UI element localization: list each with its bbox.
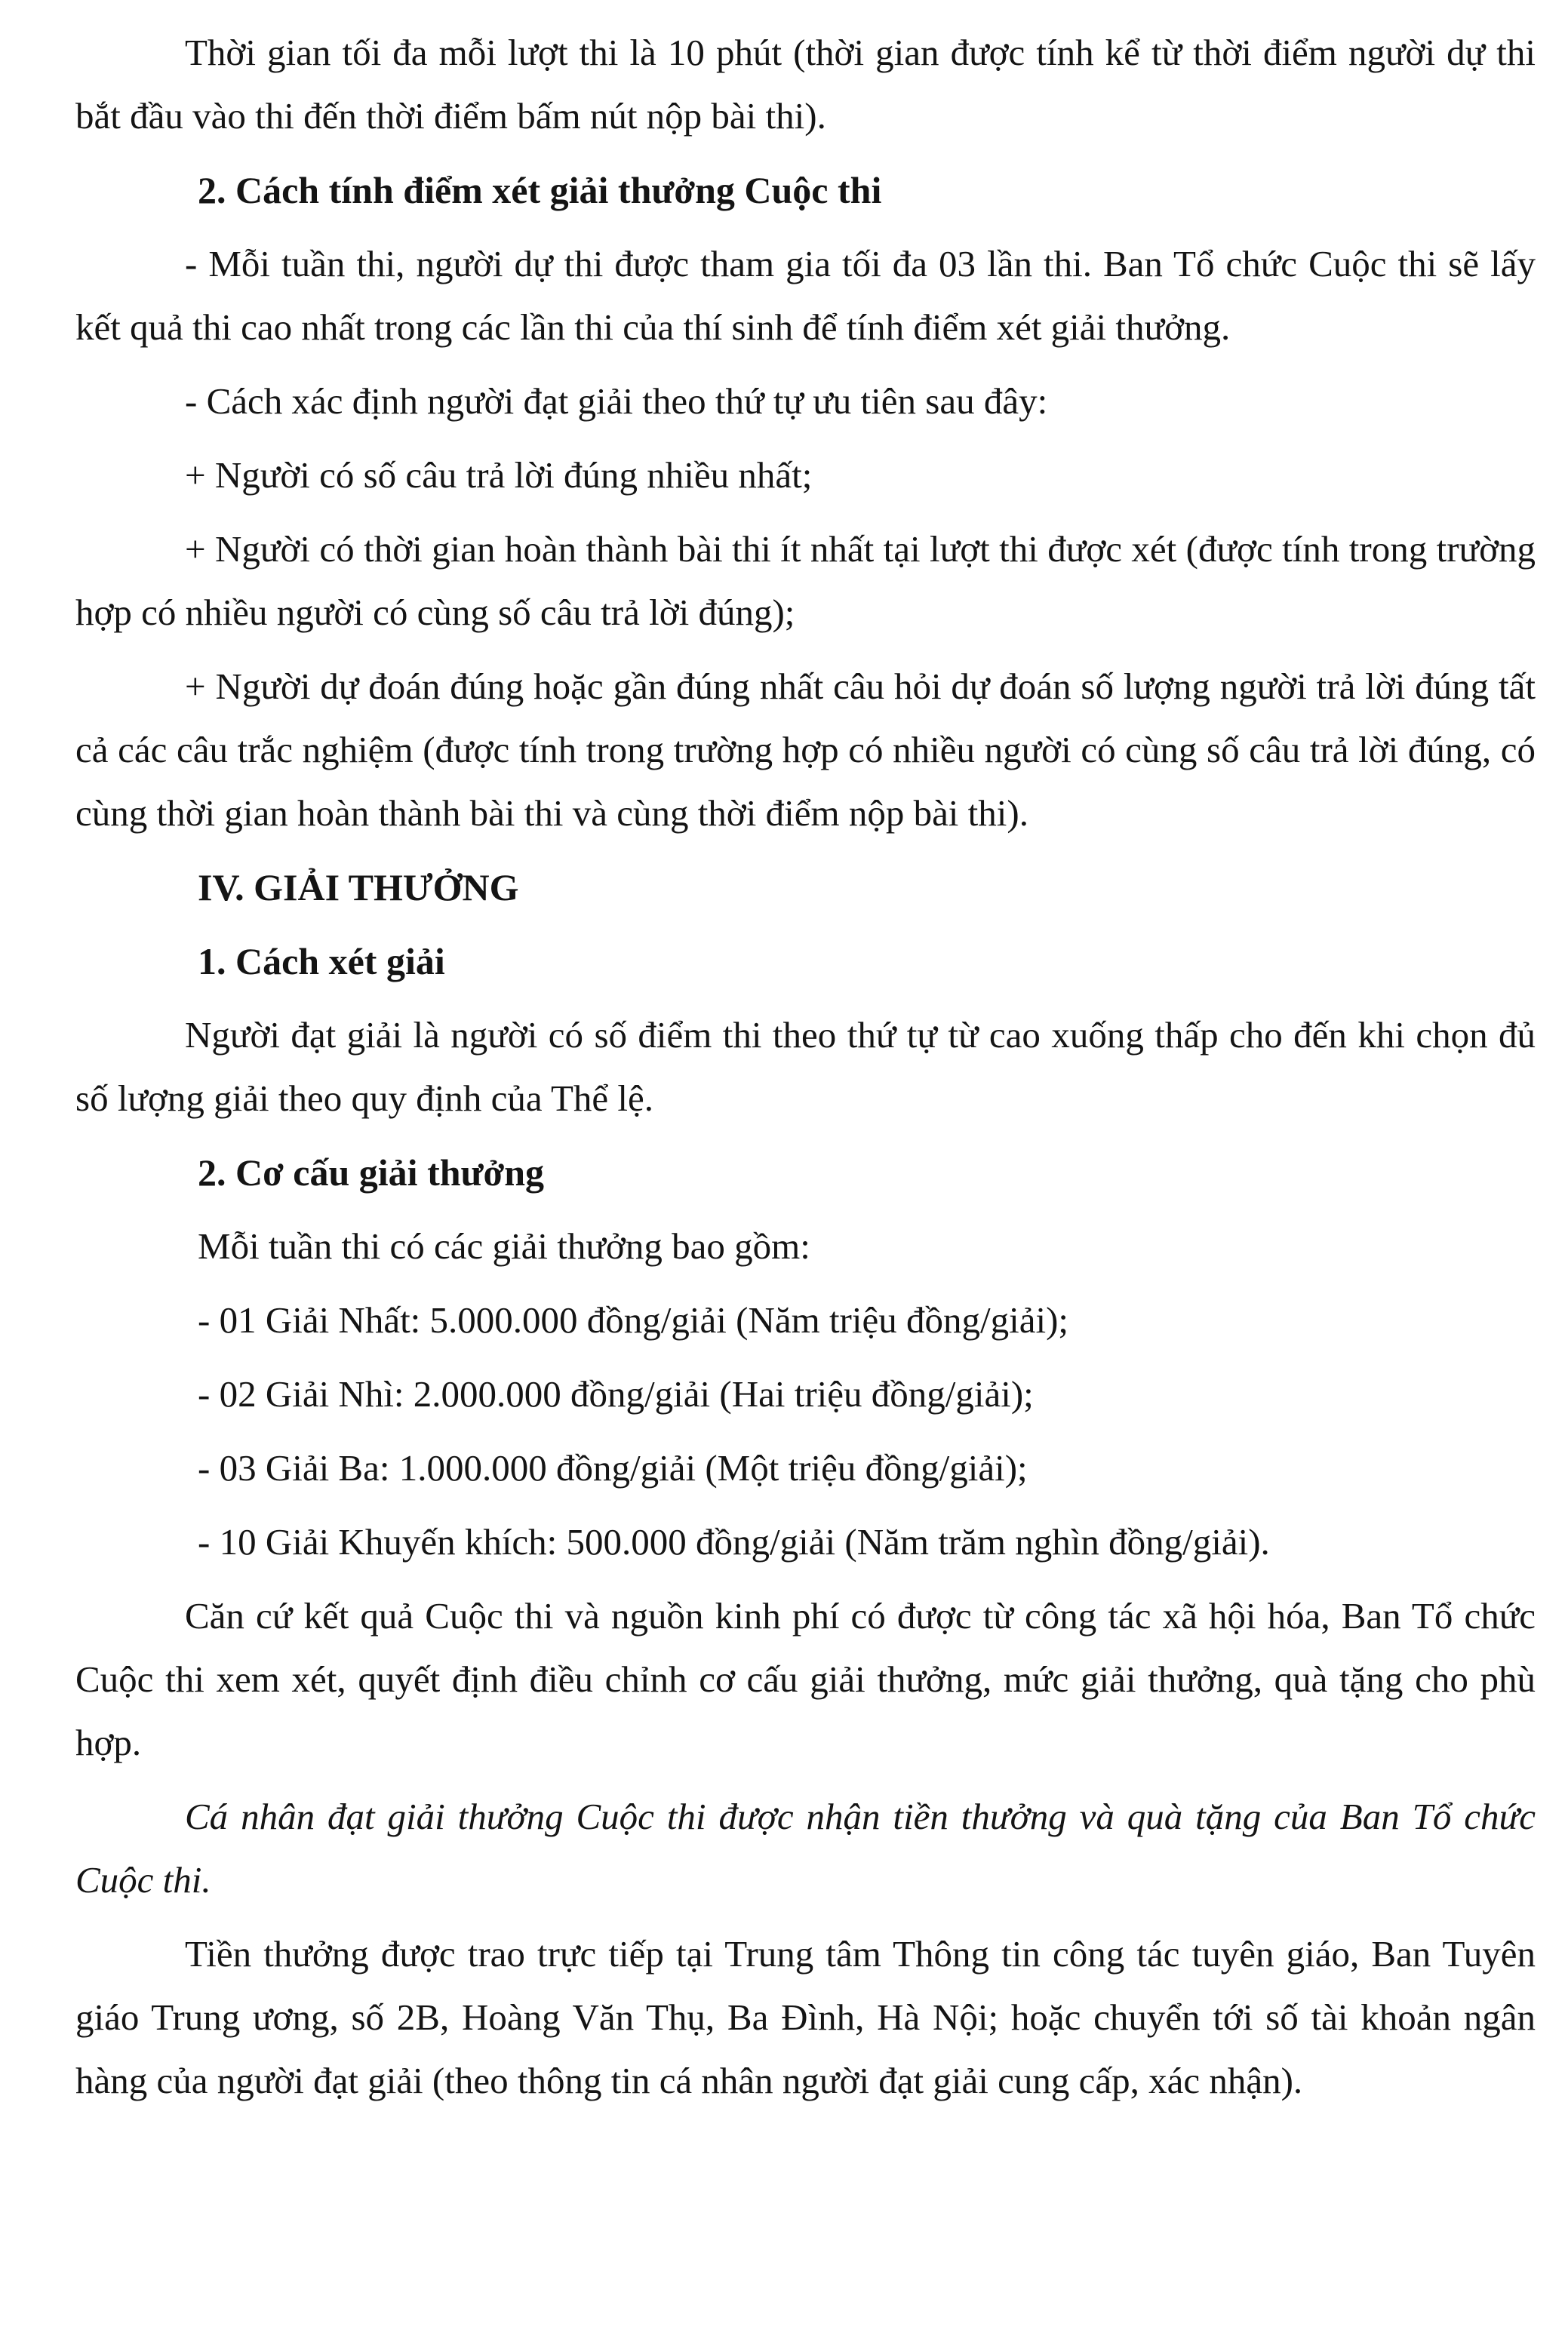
paragraph-priority: - Cách xác định người đạt giải theo thứ tự ưu tiên sau đây: [185, 380, 1048, 422]
heading-scoring: 2. Cách tính điểm xét giải thưởng Cuộc thi [198, 169, 882, 211]
heading-prizes: IV. GIẢI THƯỞNG [198, 866, 519, 908]
prize-first: - 01 Giải Nhất: 5.000.000 đồng/giải (Năm triệu đồng/giải); [198, 1299, 1069, 1341]
paragraph-method: Người đạt giải là người có số điểm thi theo thứ tự từ cao xuống thấp cho đến khi chọn đủ số lượng giải theo quy định của Thể lệ. [75, 1014, 1536, 1119]
paragraph-rule-2: + Người có thời gian hoàn thành bài thi ít nhất tại lượt thi được xét (được tính trong trường hợp có nhiều người có cùng số câu trả lời đúng); [75, 528, 1536, 633]
paragraph-attempts: - Mỗi tuần thi, người dự thi được tham gia tối đa 03 lần thi. Ban Tổ chức Cuộc thi sẽ lấy kết quả thi cao nhất trong các lần thi của thí sinh để tính điểm xét giải thưởng. [75, 243, 1536, 348]
prize-second: - 02 Giải Nhì: 2.000.000 đồng/giải (Hai triệu đồng/giải); [198, 1373, 1034, 1415]
heading-method: 1. Cách xét giải [198, 940, 445, 982]
paragraph-weekly: Mỗi tuần thi có các giải thưởng bao gồm: [198, 1225, 810, 1267]
paragraph-italic-note: Cá nhân đạt giải thưởng Cuộc thi được nhận tiền thưởng và quà tặng của Ban Tổ chức Cuộc thi. [75, 1796, 1536, 1901]
paragraph-exam-time: Thời gian tối đa mỗi lượt thi là 10 phút (thời gian được tính kể từ thời điểm người dự thi bắt đầu vào thi đến thời điểm bấm nút nộp bài thi). [75, 32, 1536, 137]
paragraph-rule-3: + Người dự đoán đúng hoặc gần đúng nhất câu hỏi dự đoán số lượng người trả lời đúng tất cả các câu trắc nghiệm (được tính trong trường hợp có nhiều người có cùng số câu trả lời đúng, có cùng thời gian hoàn thành bài thi và cùng thời điểm nộp bài thi). [75, 665, 1536, 834]
paragraph-payment: Tiền thưởng được trao trực tiếp tại Trung tâm Thông tin công tác tuyên giáo, Ban Tuyên giáo Trung ương, số 2B, Hoàng Văn Thụ, Ba Đình, Hà Nội; hoặc chuyển tới số tài khoản ngân hàng của người đạt giải (theo thông tin cá nhân người đạt giải cung cấp, xác nhận). [75, 1933, 1536, 2101]
heading-structure: 2. Cơ cấu giải thưởng [198, 1151, 545, 1194]
prize-third: - 03 Giải Ba: 1.000.000 đồng/giải (Một triệu đồng/giải); [198, 1447, 1028, 1489]
prize-encouragement: - 10 Giải Khuyến khích: 500.000 đồng/giải (Năm trăm nghìn đồng/giải). [198, 1521, 1270, 1563]
paragraph-rule-1: + Người có số câu trả lời đúng nhiều nhất; [185, 454, 813, 496]
paragraph-adjust: Căn cứ kết quả Cuộc thi và nguồn kinh phí có được từ công tác xã hội hóa, Ban Tổ chức Cuộc thi xem xét, quyết định điều chỉnh cơ cấu giải thưởng, mức giải thưởng, quà tặng cho phù hợp. [75, 1595, 1536, 1763]
document-page [75, 21, 1536, 2123]
